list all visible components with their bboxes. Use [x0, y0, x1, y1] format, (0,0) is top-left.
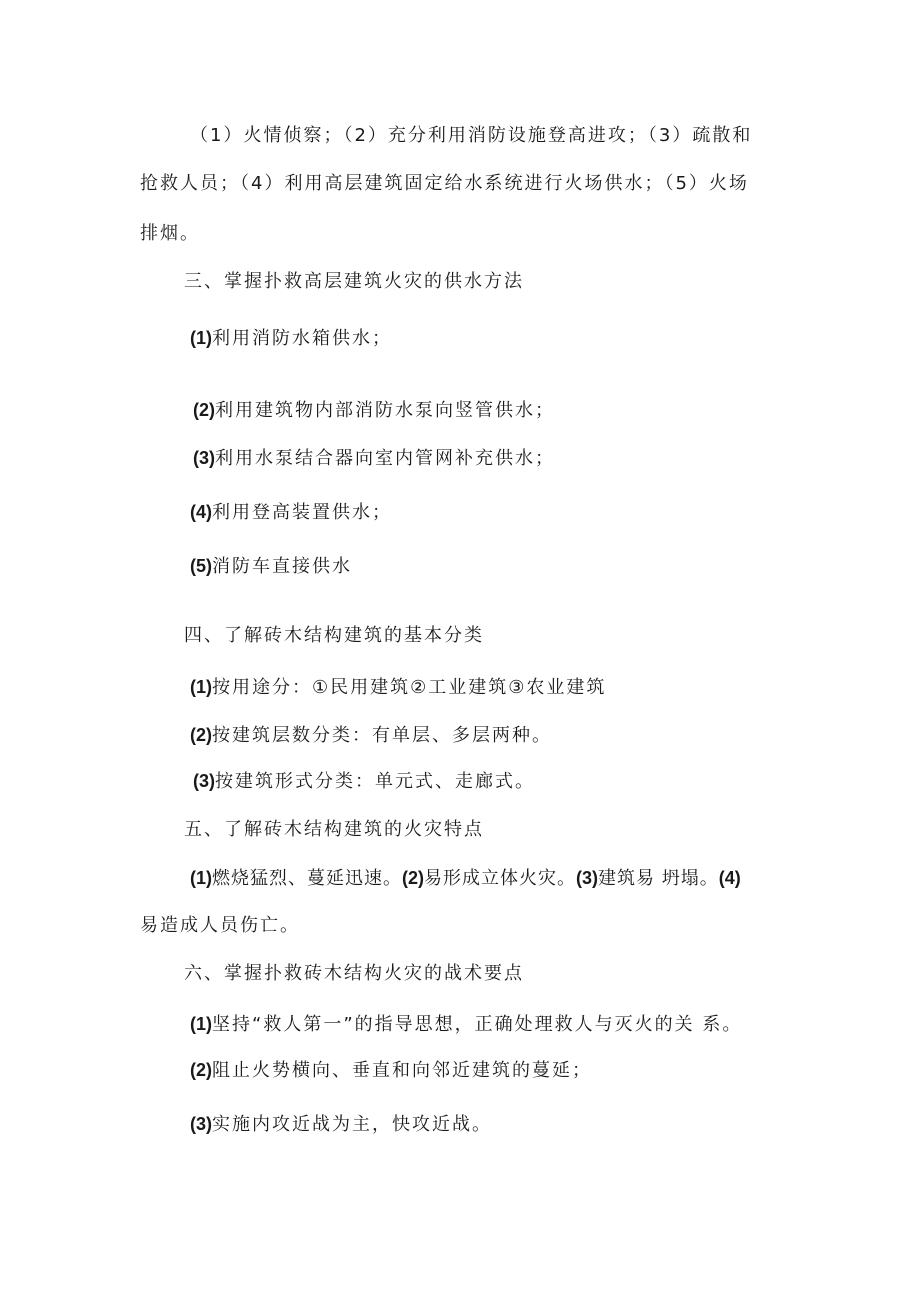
- section-5-paragraph-line-1: [190, 866, 741, 891]
- list-item: [190, 675, 606, 700]
- item-number: (3): [193, 771, 215, 791]
- item-text: 按用途分：①民用建筑②工业建筑③农业建筑: [212, 677, 607, 698]
- item-number: (2): [190, 1060, 212, 1080]
- list-item: [190, 1112, 492, 1137]
- intro-line-1: （1）火情侦察；（2）充分利用消防设施登高进攻；（3）疏散和: [190, 125, 753, 146]
- item-text: 按建筑形式分类：单元式、走廊式。: [215, 771, 535, 792]
- list-item: [190, 1012, 742, 1037]
- item-number: (5): [190, 556, 212, 576]
- list-item: [190, 1058, 592, 1083]
- item-number: (1): [190, 677, 212, 697]
- item-text: 实施内攻近战为主，快攻近战。: [212, 1114, 492, 1135]
- intro-line-3: 排烟。: [140, 223, 200, 244]
- list-item: [193, 446, 555, 471]
- section-5-heading: 五、了解砖木结构建筑的火灾特点: [184, 819, 484, 840]
- list-item: [190, 500, 392, 525]
- item-number: (1): [190, 868, 212, 888]
- item-number: (1): [190, 1014, 212, 1034]
- list-item: [193, 769, 535, 794]
- item-text: 建筑易 坍塌。: [598, 868, 719, 889]
- item-number: (4): [190, 502, 212, 522]
- list-item: [190, 326, 392, 351]
- item-number: (3): [193, 448, 215, 468]
- item-text: 利用水泵结合器向室内管网补充供水；: [215, 448, 555, 469]
- item-text: 坚持“救人第一”的指导思想，正确处理救人与灭火的关 系。: [212, 1014, 743, 1035]
- item-number: (1): [190, 328, 212, 348]
- item-text: 易形成立体火灾。: [424, 868, 576, 889]
- item-text: 按建筑层数分类：有单层、多层两种。: [212, 725, 552, 746]
- item-text: 燃烧猛烈、蔓延迅速。: [212, 868, 402, 889]
- list-item: [190, 554, 352, 579]
- item-number: (3): [190, 1114, 212, 1134]
- intro-line-2: 抢救人员；（4）利用高层建筑固定给水系统进行火场供水；（5）火场: [140, 173, 749, 194]
- item-number: (4): [718, 868, 741, 888]
- item-number: (2): [190, 725, 212, 745]
- item-number: (2): [402, 868, 424, 888]
- item-text: 利用登高装置供水；: [212, 502, 392, 523]
- item-text: 利用消防水箱供水；: [212, 328, 392, 349]
- list-item: [190, 723, 552, 748]
- item-number: (3): [576, 868, 598, 888]
- section-6-heading: 六、掌握扑救砖木结构火灾的战术要点: [184, 963, 524, 984]
- section-4-heading: 四、了解砖木结构建筑的基本分类: [184, 625, 484, 646]
- item-text: 消防车直接供水: [212, 556, 352, 577]
- item-text: 阻止火势横向、垂直和向邻近建筑的蔓延；: [212, 1060, 592, 1081]
- section-5-paragraph-line-2: 易造成人员伤亡。: [140, 915, 300, 936]
- item-text: 利用建筑物内部消防水泵向竖管供水；: [215, 400, 555, 421]
- section-3-heading: 三、掌握扑救高层建筑火灾的供水方法: [184, 271, 524, 292]
- item-number: (2): [193, 400, 215, 420]
- list-item: [193, 398, 555, 423]
